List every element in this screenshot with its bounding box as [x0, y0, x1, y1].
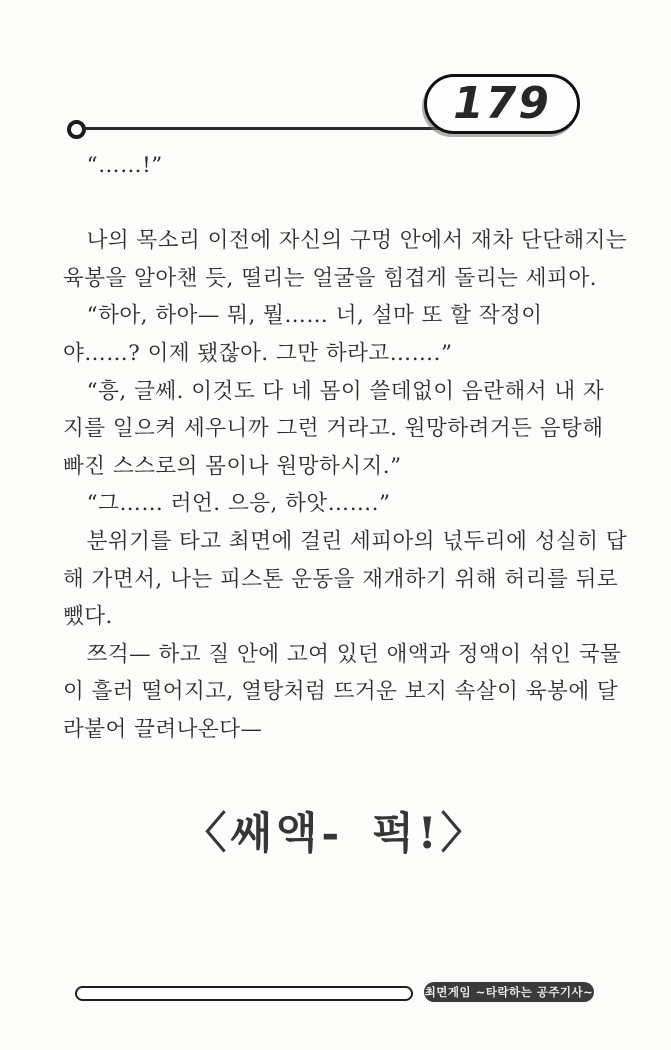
text-line: 라붙어 끌려나온다—	[63, 716, 263, 742]
footer-capsule-ornament	[75, 986, 413, 1001]
header-rule-line	[83, 127, 440, 130]
text-line: 해 가면서, 나는 피스톤 운동을 재개하기 위해 허리를 뒤로	[63, 566, 619, 592]
text-line: 이 흘러 떨어지고, 열탕처럼 뜨거운 보지 속살이 육봉에 달	[63, 679, 619, 705]
text-line: 쯔걱— 하고 질 안에 고여 있던 애액과 정액이 섞인 국물	[86, 641, 622, 667]
series-title-badge	[424, 982, 594, 1002]
series-title: 최면게임 ~타락하는 공주기사~	[424, 985, 594, 999]
text-line: “……!”	[86, 153, 163, 178]
page-number-badge	[424, 74, 580, 134]
header-ring-ornament	[67, 120, 86, 139]
text-line: 지를 일으켜 세우니까 그런 거라고. 원망하려거든 음탕해	[63, 416, 604, 442]
text-line: 야……? 이제 됐잖아. 그만 하라고…….”	[63, 340, 453, 366]
text-line: 나의 목소리 이전에 자신의 구멍 안에서 재차 단단해지는	[86, 228, 628, 254]
text-line: 뺐다.	[63, 604, 113, 630]
text-line: “그…… 러언. 으응, 하앗…….”	[86, 491, 391, 517]
blank-line	[63, 185, 611, 223]
text-line: 빠진 스스로의 몸이나 원망하시지.”	[63, 453, 402, 479]
text-line: “하아, 하아— 뭐, 뭘…… 너, 설마 또 할 작정이	[86, 303, 543, 329]
text-line: 분위기를 타고 최면에 걸린 세피아의 넋두리에 성실히 답	[86, 528, 628, 554]
sound-effect-text: 〈쌔액- 퍽!〉	[183, 809, 488, 859]
page-number: 179	[453, 77, 551, 129]
body-text	[63, 147, 628, 749]
text-line: “흥, 글쎄. 이것도 다 네 몸이 쓸데없이 음란해서 내 자	[86, 378, 605, 404]
text-line: 육봉을 알아챈 듯, 떨리는 얼굴을 힘겹게 돌리는 세피아.	[63, 265, 597, 291]
